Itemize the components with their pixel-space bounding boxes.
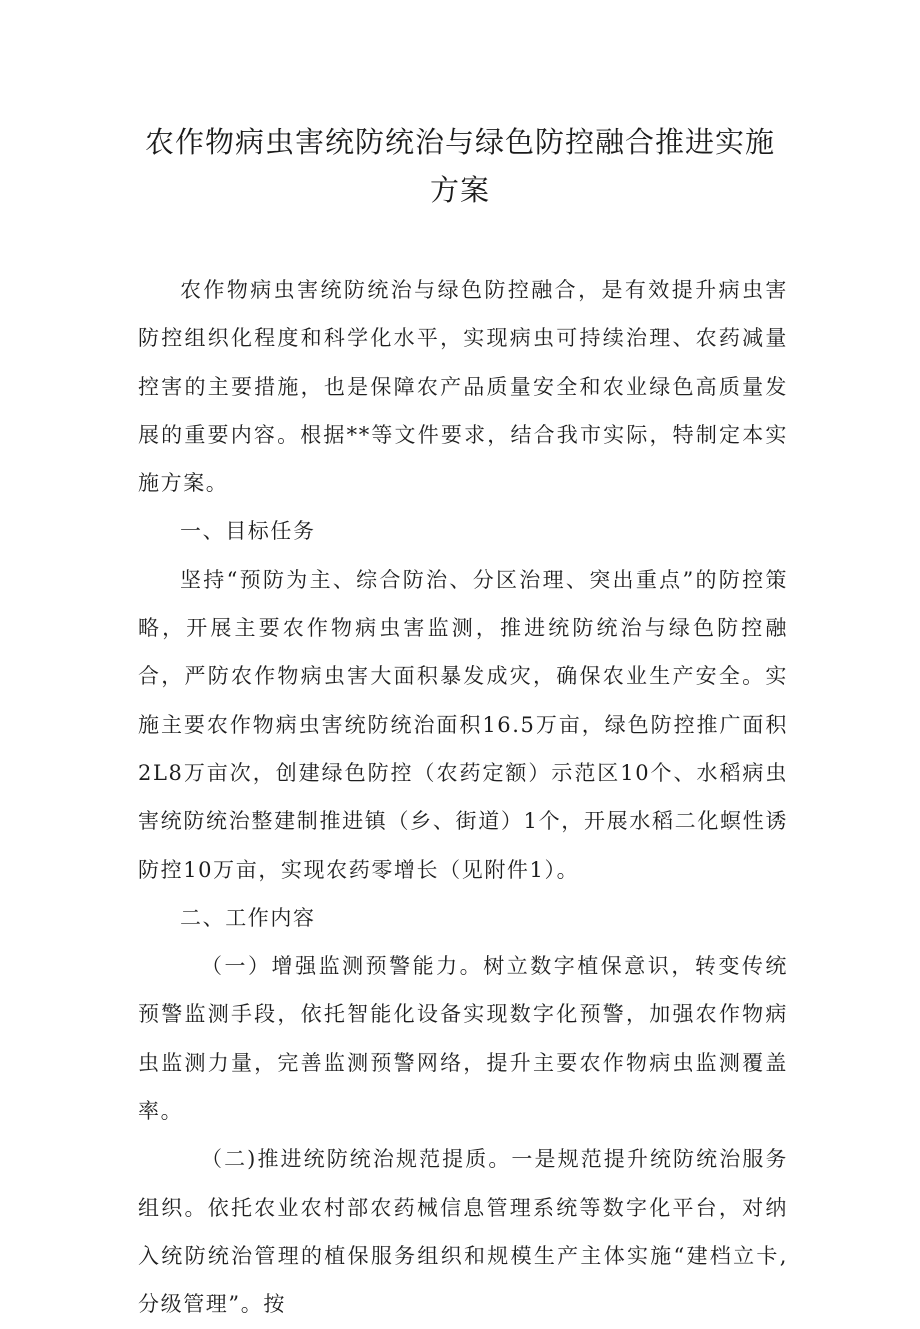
intro-paragraph: 农作物病虫害统防统治与绿色防控融合，是有效提升病虫害防控组织化程度和科学化水平，实现病虫可持续治理、农药减量控害的主要措施，也是保障农产品质量安全和农业绿色高质量发展的重要内容。根据**等文件要求，结合我市实际，特制定本实施方案。 [138,278,788,496]
section-heading-targets: 一、目标任务 [180,519,316,544]
document-body [138,266,788,1329]
document-title: 农作物病虫害统防统治与绿色防控融合推进实施方案 [144,125,775,207]
unified-control-paragraph: （二)推进统防统治规范提质。一是规范提升统防统治服务组织。依托农业农村部农药械信息管理系统等数字化平台，对纳入统防统治管理的植保服务组织和规模生产主体实施“建档立卡,分级管理”。按 [138,1147,788,1317]
section-heading-work-content: 二、工作内容 [180,905,316,930]
targets-paragraph: 坚持“预防为主、综合防治、分区治理、突出重点”的防控策略，开展主要农作物病虫害监测，推进统防统治与绿色防控融合，严防农作物病虫害大面积暴发成灾，确保农业生产安全。实施主要农作物病虫害统防统治面积16.5万亩，绿色防控推广面积2L8万亩次，创建绿色防控（农药定额）示范区10个、水稻病虫害统防统治整建制推进镇（乡、街道）1个，开展水稻二化螟性诱防控10万亩，实现农药零增长（见附件1）。 [138,567,788,882]
monitoring-paragraph: （一）增强监测预警能力。树立数字植保意识，转变传统预警监测手段，依托智能化设备实现数字化预警，加强农作物病虫监测力量，完善监测预警网络，提升主要农作物病虫监测覆盖率。 [138,954,788,1124]
